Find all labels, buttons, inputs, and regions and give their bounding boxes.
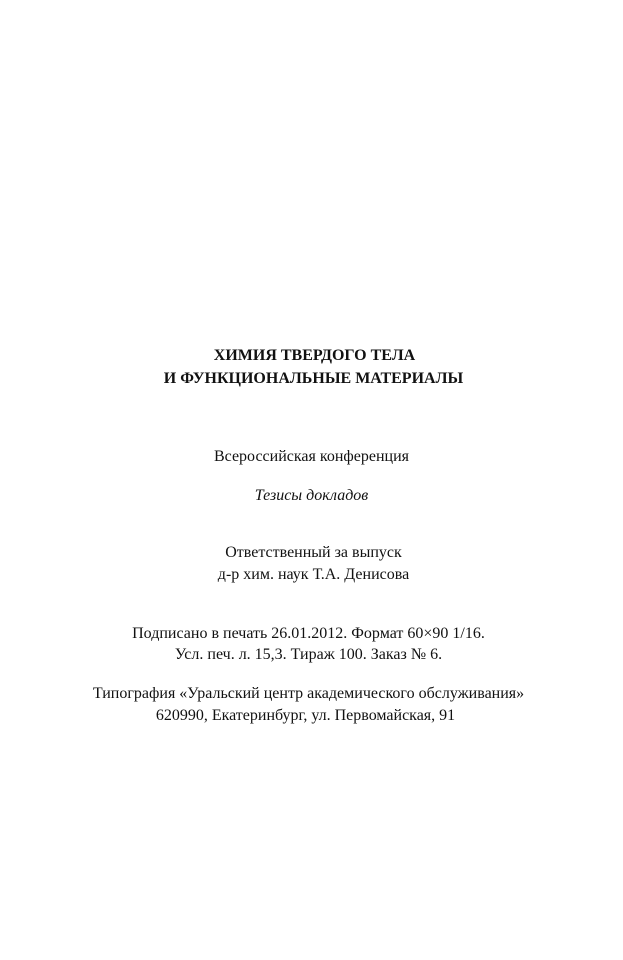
thesis-label: Тезисы докладов xyxy=(254,487,369,504)
printer-line-1: Типография «Уральский центр академического обслуживания» xyxy=(92,685,525,702)
title-line-2: И ФУНКЦИОНАЛЬНЫЕ МАТЕРИАЛЫ xyxy=(163,370,464,387)
title-line-1: ХИМИЯ ТВЕРДОГО ТЕЛА xyxy=(213,347,416,364)
conference-label: Всероссийская конференция xyxy=(213,448,410,465)
printer-line-2: 620990, Екатеринбург, ул. Первомайская, 91 xyxy=(155,707,456,724)
responsible-line-1: Ответственный за выпуск xyxy=(225,544,402,561)
imprint-line-1: Подписано в печать 26.01.2012. Формат 60×90 1/16. xyxy=(132,625,485,642)
responsible-line-2: д-р хим. наук Т.А. Денисова xyxy=(217,566,410,583)
imprint-line-2: Усл. печ. л. 15,3. Тираж 100. Заказ № 6. xyxy=(174,646,443,663)
